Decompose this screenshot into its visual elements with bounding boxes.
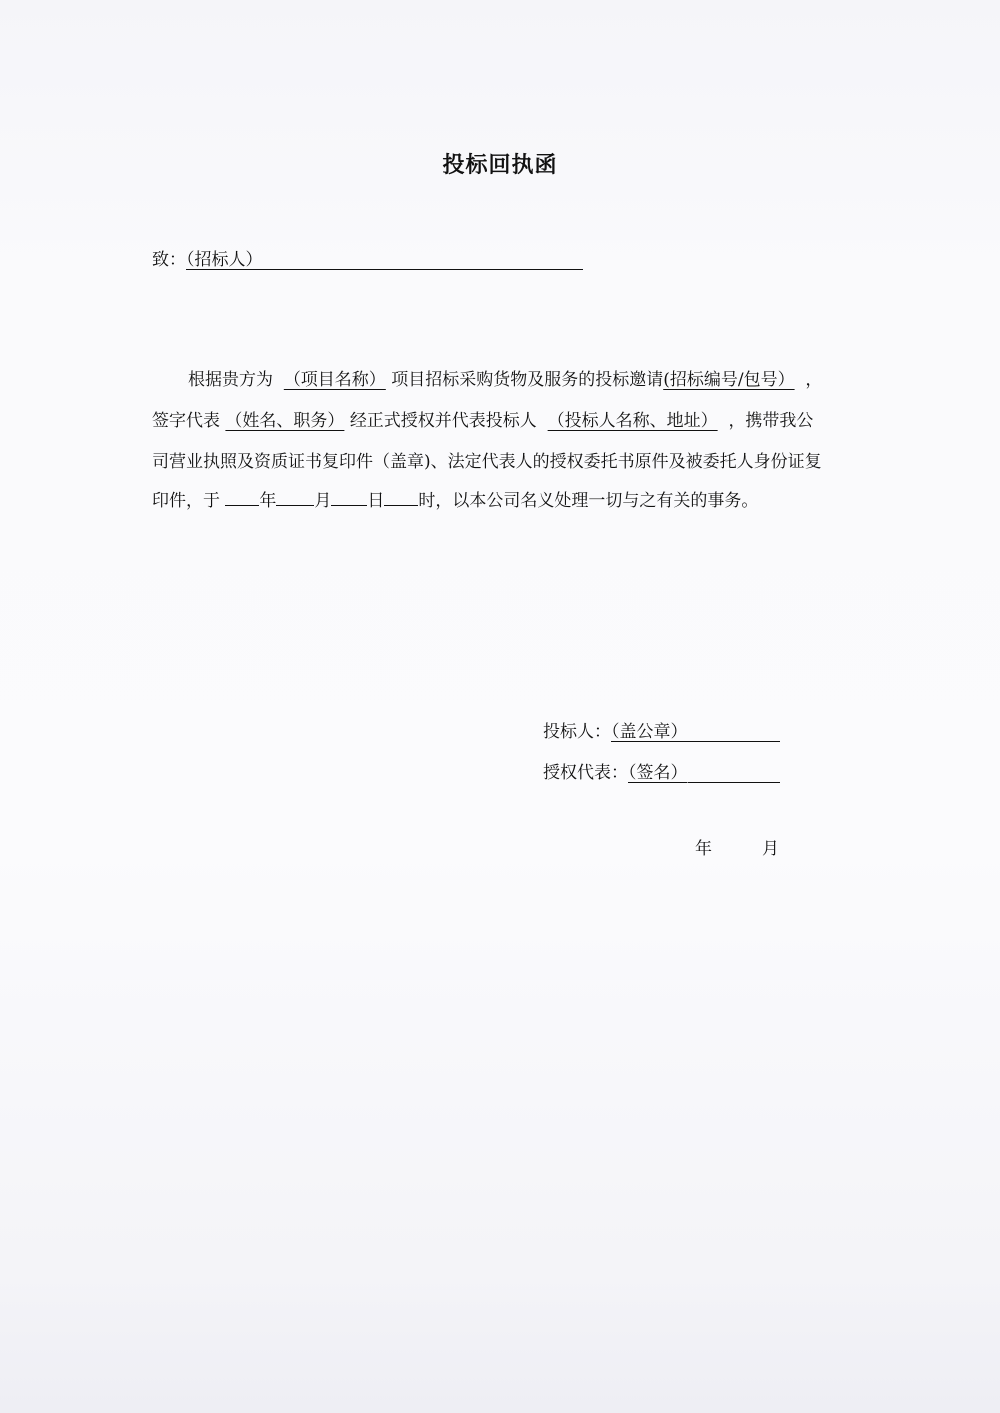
day-blank: [331, 488, 367, 506]
body-line-1: [188, 369, 822, 391]
body-text: 根据贵方为: [188, 370, 273, 390]
body-text: 项目招标采购货物及服务的投标邀请: [391, 370, 664, 390]
tender-number-field: (招标编号/包号）: [663, 370, 795, 390]
body-text: ，以本公司名义处理一切与之有关的事务。: [435, 491, 759, 511]
body-text: 签字代表: [152, 411, 220, 431]
date-line: [695, 838, 779, 860]
bidder-name-address-field: （投标人名称、地址）: [547, 411, 718, 431]
day-label: 日: [367, 491, 385, 511]
representative-underline: [688, 782, 780, 783]
body-text: ，: [805, 370, 823, 390]
addressee-prefix: 致：: [152, 250, 186, 270]
year-blank: [225, 488, 259, 506]
year-label: 年: [259, 491, 277, 511]
body-line-2: [152, 410, 813, 432]
hour-blank: [384, 488, 418, 506]
bidder-signature-line: [543, 721, 688, 743]
addressee-field: （招标人）: [186, 250, 263, 270]
month-label: 月: [314, 491, 332, 511]
body-line-3: 司营业执照及资质证书复印件（盖章)、法定代表人的授权委托书原件及被委托人身份证复: [152, 452, 822, 472]
representative-sign-field: （签名）: [628, 763, 688, 783]
document-title: 投标回执函: [442, 153, 558, 178]
month-blank: [276, 488, 314, 506]
hour-label: 时: [418, 491, 436, 511]
representative-signature-line: [543, 762, 688, 784]
body-text: ，携带我公: [728, 411, 814, 431]
body-line-4: [152, 488, 758, 512]
bidder-label: 投标人：: [543, 722, 611, 742]
addressee-line: [152, 249, 263, 271]
project-name-field: （项目名称）: [283, 370, 386, 390]
bidder-seal-field: （盖公章）: [611, 722, 688, 742]
representative-label: 授权代表：: [543, 763, 628, 783]
bidder-underline: [686, 741, 780, 742]
addressee-underline: [258, 269, 583, 270]
date-month-label: 月: [762, 839, 779, 859]
date-year-label: 年: [695, 839, 712, 859]
representative-field: （姓名、职务）: [225, 411, 345, 431]
body-text: 经正式授权并代表投标人: [349, 411, 537, 431]
body-text: 印件，于: [152, 491, 220, 511]
